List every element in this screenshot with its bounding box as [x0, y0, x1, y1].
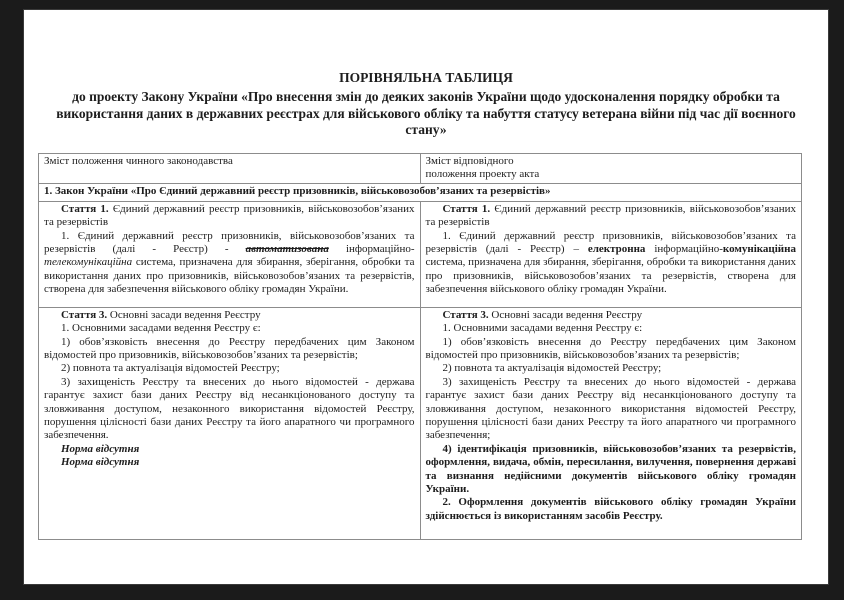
article3-draft-item1: 1) обов’язковість внесення до Реєстру передбачених цим Законом відомостей про призовників, військовозобов’язаних та резервістів;	[425, 335, 796, 361]
col-header-current-law: Зміст положення чинного законодавства	[39, 153, 421, 184]
article3-current-cell	[39, 307, 421, 540]
text-segment: система, призначена для збирання, зберігання, обробки та використання даних про призовників, військовозобов’язаних та резервістів, створена для забезпечення військового обліку громадян України.	[425, 256, 796, 296]
text-segment: Стаття 3.	[442, 308, 489, 321]
table-header-row	[39, 153, 802, 184]
article3-draft-item2: 2) повнота та актуалізація відомостей Реєстру;	[442, 362, 662, 375]
document-page	[24, 10, 828, 584]
article3-current-intro: 1. Основними засадами ведення Реєстру є:	[61, 322, 261, 335]
text-segment: Стаття 1.	[442, 202, 491, 215]
text-segment: Стаття 3.	[61, 308, 108, 321]
article3-current-item3: 3) захищеність Реєстру та внесених до нього відомостей - держава гарантує захист бази даних Реєстру від несанкціонованого доступу та зловживання доступом, незаконного використання відомостей Реєстру, порушення цілісності бази даних Реєстру та його апаратного чи програмного забезпечення.	[44, 375, 415, 442]
article3-draft-heading	[426, 309, 797, 322]
article1-draft-heading	[426, 203, 797, 230]
section-row	[39, 184, 802, 201]
article3-row	[39, 307, 802, 540]
text-segment: Єдиний державний реєстр призовників, військовозобов’язаних та резервістів	[425, 202, 796, 229]
article3-current-heading	[44, 309, 415, 322]
article1-draft-cell	[420, 201, 802, 307]
article3-draft-intro: 1. Основними засадами ведення Реєстру є:	[442, 322, 643, 335]
article1-current-paragraph	[44, 230, 415, 297]
text-segment: 1. Єдиний державний реєстр призовників, військовозобов’язаних та резервістів (далі - Реєстр) –	[425, 229, 796, 255]
article1-row	[39, 201, 802, 307]
text-segment: Єдиний державний реєстр призовників, військовозобов’язаних та резервістів	[44, 202, 415, 229]
title-block	[24, 10, 828, 139]
document-title: ПОРІВНЯЛЬНА ТАБЛИЦЯ	[339, 70, 513, 85]
text-segment: інформаційно-	[645, 242, 723, 255]
text-segment: Стаття 1.	[61, 202, 109, 215]
col-header-draft-act	[420, 153, 802, 184]
bold-text: електронна	[587, 242, 646, 255]
bold-text: комунікаційна	[722, 242, 796, 255]
text-segment: Основні засади ведення Реєстру	[107, 308, 261, 321]
article3-draft-item3: 3) захищеність Реєстру та внесених до нього відомостей - держава гарантує захист бази даних Реєстру від несанкціонованого доступу та зловживання доступом, незаконного використання відомостей Реєстру, порушення цілісності бази даних Реєстру та його апаратного чи програмного забезпечення;	[425, 375, 796, 442]
strikethrough-text: автоматизована	[245, 242, 329, 255]
article3-draft-para2-new: 2. Оформлення документів військового обліку громадян України здійснюється із використанням засобів Реєстру.	[425, 496, 796, 522]
article3-current-item1: 1) обов’язковість внесення до Реєстру передбачених цим Законом відомостей про призовників, військовозобов’язаних та резервістів;	[44, 335, 415, 361]
col-header-draft-line2: положення проекту акта	[425, 167, 540, 180]
article3-draft-item4-new: 4) ідентифікація призовників, військовозобов’язаних та резервістів, оформлення, видача, обмін, пересилання, вилучення, повернення державі та визнання недійсними документів військового обліку громадян України.	[425, 442, 796, 495]
col-header-draft-line1: Зміст відповідного	[425, 154, 514, 167]
italic-text: телекомунікаційна	[44, 256, 133, 269]
text-segment: Основні засади ведення Реєстру	[488, 308, 643, 321]
article1-current-cell	[39, 201, 421, 307]
article1-draft-paragraph	[426, 230, 797, 297]
article3-current-item2: 2) повнота та актуалізація відомостей Реєстру;	[61, 362, 280, 375]
text-segment: система, призначена для збирання, зберігання, обробки та використання даних про призовників, військовозобов’язаних та резервістів, створена для забезпечення військового обліку громадян України.	[44, 256, 415, 296]
norm-absent-note-1: Норма відсутня	[61, 442, 140, 455]
norm-absent-note-2: Норма відсутня	[61, 456, 140, 469]
text-segment: 1. Єдиний державний реєстр призовників, військовозобов’язаних та резервістів (далі - Реєстр) -	[44, 229, 415, 255]
text-segment: інформаційно-	[328, 242, 415, 255]
article3-draft-cell	[420, 307, 802, 540]
comparison-table	[38, 153, 802, 541]
article1-current-heading	[44, 203, 415, 230]
section-title: 1. Закон України «Про Єдиний державний реєстр призовників, військовозобов’язаних та резервістів»	[39, 184, 802, 201]
document-subtitle: до проекту Закону України «Про внесення змін до деяких законів України щодо удосконалення порядку обробки та використання даних в державних реєстрах для військового обліку та набуття статусу ветерана війни під час дії воєнного стану»	[56, 89, 796, 137]
